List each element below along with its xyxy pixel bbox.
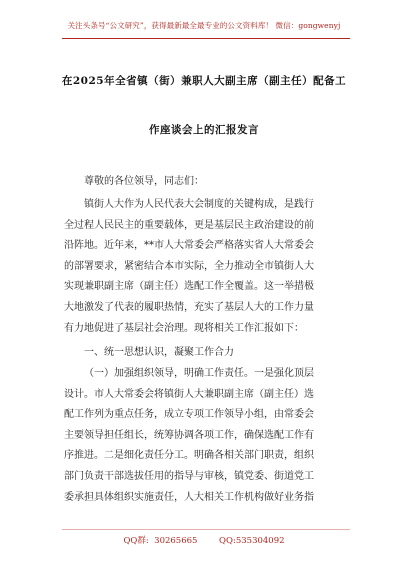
paragraph-line: 镇街人大作为人民代表大会制度的关键构成，是践行	[84, 199, 314, 210]
header-divider	[62, 38, 350, 39]
paragraph-line: 实现兼职副主席（副主任）选配工作全覆盖。这一举措极	[64, 281, 314, 293]
paragraph-line: 主要领导担任组长，统筹协调各项工作，确保选配工作有	[64, 429, 314, 441]
paragraph-line: 大地激发了代表的履职热情，充实了基层人大的工作力量	[64, 301, 314, 313]
paragraph-line: 设计。市人大常委会将镇街人大兼职副主席（副主任）选	[64, 388, 314, 400]
section-heading-text: 一、统一思想认识，凝聚工作合力	[84, 347, 234, 358]
body-paragraph	[64, 364, 350, 508]
document-title-line-1: 在2025年全省镇（街）兼职人大副主席（副主任）配备工	[61, 75, 347, 87]
page-header	[0, 0, 408, 52]
document-title-line-2: 作座谈会上的汇报发言	[149, 124, 259, 136]
paragraph-line: 全过程人民民主的重要载体，更是基层民主政治建设的前	[64, 219, 314, 231]
greeting	[64, 172, 350, 193]
paragraph-line: 有力地促进了基层社会治理。现将相关工作汇报如下：	[64, 322, 304, 334]
paragraph-line: 序推进。二是细化责任分工。明确各相关部门职责，组织	[64, 450, 314, 462]
paragraph-line: 沿阵地。近年来，**市人大常委会严格落实省人大常委会	[64, 240, 314, 252]
footer-divider	[62, 529, 350, 530]
paragraph-line: 委承担具体组织实施责任，人大相关工作机构做好业务指	[64, 491, 314, 503]
footer-contact: QQ群: 30265665 QQ:535304092	[123, 536, 285, 546]
greeting-text: 尊敬的各位领导，同志们：	[84, 176, 204, 187]
header-notice: 关注头条号“公文研究”，获得最新最全最专业的公文资料库！ 微信：gongwenyj	[67, 21, 341, 30]
paragraph-line: 部门负责干部选拔任用的指导与审核，镇党委、街道党工	[64, 470, 314, 482]
paragraph-line: 配工作列为重点任务，成立专项工作领导小组，由常委会	[64, 409, 314, 421]
paragraph-line: 的部署要求，紧密结合本市实际，全力推动全市镇街人大	[64, 260, 314, 272]
paragraph-line: （一）加强组织领导，明确工作责任。一是强化顶层	[84, 368, 314, 379]
intro-paragraph	[64, 195, 350, 339]
section-heading	[64, 343, 350, 364]
